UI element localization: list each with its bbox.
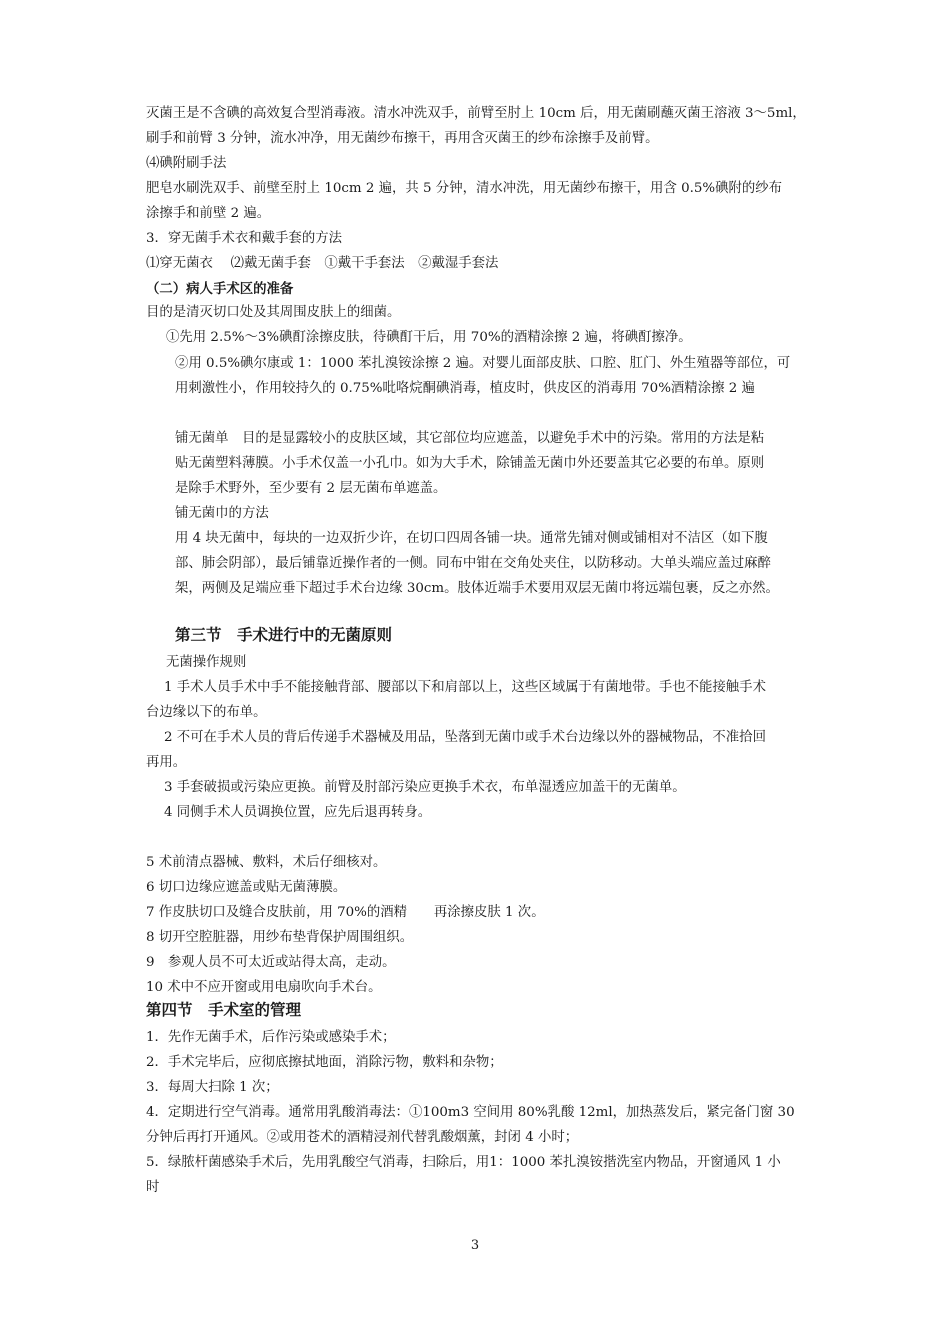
text-line: 涂擦手和前壁 2 遍。: [146, 206, 271, 221]
text-line: 灭菌王是不含碘的高效复合型消毒液。清水冲洗双手，前臂至肘上 10cm 后，用无菌刷蘸灭菌王溶液 3～5ml，: [146, 106, 806, 121]
text-line: ①先用 2.5%～3%碘酊涂擦皮肤，待碘酊干后，用 70%的酒精涂擦 2 遍，将碘酊擦净。: [166, 330, 692, 345]
text-line: 2．手术完毕后，应彻底擦拭地面，消除污物，敷料和杂物；: [146, 1055, 503, 1070]
text-line: 10 术中不应开窗或用电扇吹向手术台。: [146, 980, 382, 995]
text-line: ⑷碘附刷手法: [146, 156, 227, 171]
page-number: 3: [470, 1238, 480, 1253]
text-line: 5．绿脓杆菌感染手术后，先用乳酸空气消毒，扫除后，用1：1000 苯扎溴铵揩洗室内物品，开窗通风 1 小: [146, 1155, 781, 1170]
text-line: 再用。: [146, 755, 187, 770]
text-line: 1 手术人员手术中手不能接触背部、腰部以下和肩部以上，这些区域属于有菌地带。手也不能接触手术: [164, 680, 766, 695]
section-heading: （二）病人手术区的准备: [146, 281, 294, 297]
text-line: 分钟后再打开通风。②或用苍术的酒精浸剂代替乳酸烟薰，封闭 4 小时；: [146, 1130, 579, 1145]
text-line: 目的是清灭切口处及其周围皮肤上的细菌。: [146, 305, 401, 320]
text-line: 4．定期进行空气消毒。通常用乳酸消毒法：①100m3 空间用 80%乳酸 12ml，加热蒸发后，紧完备门窗 30: [146, 1105, 795, 1120]
text-line: 3．每周大扫除 1 次；: [146, 1080, 279, 1095]
section-heading: 第三节 手术进行中的无菌原则: [175, 625, 393, 644]
text-line: 9 参观人员不可太近或站得太高，走动。: [146, 955, 396, 970]
text-line: 是除手术野外，至少要有 2 层无菌布单遮盖。: [175, 481, 447, 496]
text-line: 时: [146, 1180, 160, 1195]
text-line: 架，两侧及足端应垂下超过手术台边缘 30cm。肢体近端手术要用双层无菌巾将远端包裹，反之亦然。: [175, 581, 779, 596]
text-line: 贴无菌塑料薄膜。小手术仅盖一小孔巾。如为大手术，除铺盖无菌巾外还要盖其它必要的布单。原则: [175, 456, 765, 471]
text-line: 3．穿无菌手术衣和戴手套的方法: [146, 231, 342, 246]
text-line: 台边缘以下的布单。: [146, 705, 267, 720]
section-heading: 第四节 手术室的管理: [146, 1000, 302, 1019]
text-line: 6 切口边缘应遮盖或贴无菌薄膜。: [146, 880, 347, 895]
text-line: 2 不可在手术人员的背后传递手术器械及用品，坠落到无菌巾或手术台边缘以外的器械物品，不准拾回: [164, 730, 766, 745]
text-line: 4 同侧手术人员调换位置，应先后退再转身。: [164, 805, 432, 820]
text-line: 用 4 块无菌中，每块的一边双折少许，在切口四周各铺一块。通常先铺对侧或铺相对不洁区（如下腹: [175, 531, 768, 546]
text-line: 部、肺会阴部），最后铺靠近操作者的一侧。同布中钳在交角处夹住，以防移动。大单头端应盖过麻醉: [175, 556, 771, 571]
text-line: 用刺激性小，作用较持久的 0.75%吡咯烷酮碘消毒，植皮时，供皮区的消毒用 70%酒精涂擦 2 遍: [175, 381, 755, 396]
text-line: 5 术前清点器械、敷料，术后仔细核对。: [146, 855, 387, 870]
text-line: 铺无菌巾的方法: [175, 506, 269, 521]
text-line: 3 手套破损或污染应更换。前臂及肘部污染应更换手术衣，布单湿透应加盖干的无菌单。: [164, 780, 686, 795]
text-line: 铺无菌单 目的是显露较小的皮肤区域，其它部位均应遮盖，以避免手术中的污染。常用的方法是粘: [175, 431, 765, 446]
text-line: 无菌操作规则: [166, 655, 247, 670]
text-line: ⑴穿无菌衣 ⑵戴无菌手套 ①戴干手套法 ②戴湿手套法: [146, 256, 499, 271]
text-line: 肥皂水刷洗双手、前壁至肘上 10cm 2 遍，共 5 分钟，清水冲洗，用无菌纱布擦干，用含 0.5%碘附的纱布: [146, 181, 783, 196]
text-line: 8 切开空腔脏器，用纱布垫背保护周围组织。: [146, 930, 414, 945]
text-line: ②用 0.5%碘尔康或 1：1000 苯扎溴铵涂擦 2 遍。对婴儿面部皮肤、口腔、肛门、外生殖器等部位，可: [175, 356, 791, 371]
text-line: 1．先作无菌手术，后作污染或感染手术；: [146, 1030, 396, 1045]
text-line: 刷手和前臂 3 分钟，流水冲净，用无菌纱布擦干，再用含灭菌王的纱布涂擦手及前臂。: [146, 131, 659, 146]
text-line: 7 作皮肤切口及缝合皮肤前，用 70%的酒精 再涂擦皮肤 1 次。: [146, 905, 545, 920]
